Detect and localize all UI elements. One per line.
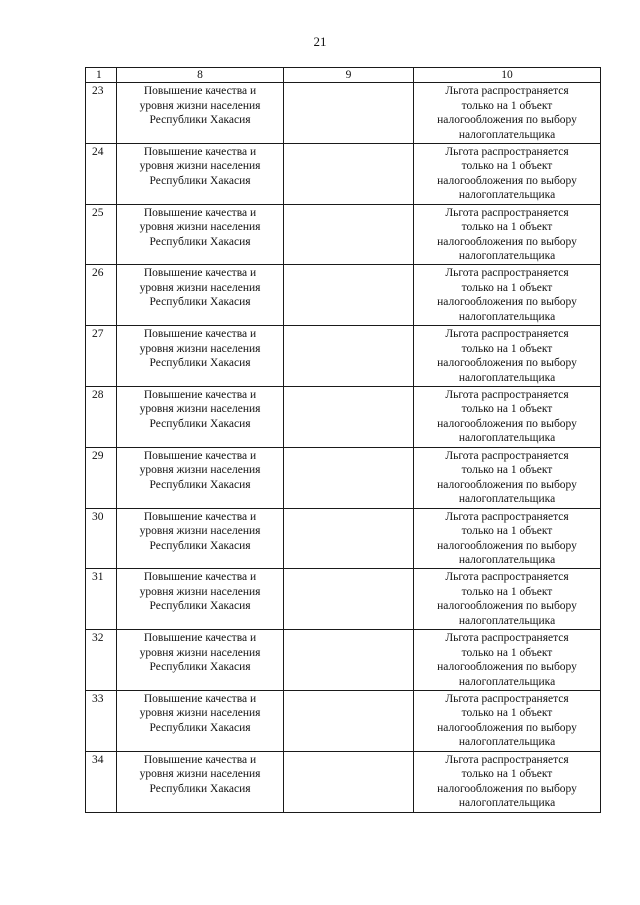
note-text: Льгота распространяется только на 1 объект налогообложения по выбору налогоплательщика xyxy=(437,267,577,323)
table-body xyxy=(86,83,601,813)
column-header-9: 9 xyxy=(284,68,414,83)
note-cell xyxy=(414,326,601,387)
purpose-cell xyxy=(117,326,284,387)
column-header-1: 1 xyxy=(86,68,117,83)
table-row xyxy=(86,508,601,569)
column-number-header-row xyxy=(86,68,601,83)
note-cell xyxy=(414,386,601,447)
column-9-cell xyxy=(284,447,414,508)
purpose-text: Повышение качества и уровня жизни населения Республики Хакасия xyxy=(139,571,261,613)
purpose-cell xyxy=(117,265,284,326)
purpose-cell xyxy=(117,569,284,630)
column-9-cell xyxy=(284,265,414,326)
note-text: Льгота распространяется только на 1 объект налогообложения по выбору налогоплательщика xyxy=(437,388,577,445)
table-row xyxy=(86,326,601,387)
note-cell xyxy=(414,83,601,144)
note-cell xyxy=(414,204,601,265)
row-number-cell: 24 xyxy=(86,143,117,204)
purpose-cell xyxy=(117,83,284,144)
row-number-cell: 34 xyxy=(86,751,117,812)
note-cell xyxy=(414,508,601,569)
row-number-cell: 25 xyxy=(86,204,117,265)
row-number-cell: 32 xyxy=(86,630,117,691)
row-number-cell: 27 xyxy=(86,326,117,387)
column-header-10: 10 xyxy=(414,68,601,83)
table-row xyxy=(86,204,601,265)
row-number-cell: 30 xyxy=(86,508,117,569)
note-text: Льгота распространяется только на 1 объект налогообложения по выбору налогоплательщика xyxy=(437,449,577,506)
note-cell xyxy=(414,630,601,691)
note-text: Льгота распространяется только на 1 объект налогообложения по выбору налогоплательщика xyxy=(437,145,577,202)
purpose-cell xyxy=(117,386,284,447)
column-9-cell xyxy=(284,326,414,387)
purpose-text: Повышение качества и уровня жизни населения Республики Хакасия xyxy=(139,449,261,491)
purpose-text: Повышение качества и уровня жизни населения Республики Хакасия xyxy=(139,267,261,309)
purpose-cell xyxy=(117,204,284,265)
column-9-cell xyxy=(284,751,414,812)
purpose-text: Повышение качества и уровня жизни населения Республики Хакасия xyxy=(139,632,261,674)
table-row xyxy=(86,83,601,144)
row-number-cell: 26 xyxy=(86,265,117,326)
row-number-cell: 28 xyxy=(86,386,117,447)
purpose-text: Повышение качества и уровня жизни населения Республики Хакасия xyxy=(139,145,261,187)
note-cell xyxy=(414,447,601,508)
column-9-cell xyxy=(284,83,414,144)
column-header-8: 8 xyxy=(117,68,284,83)
note-text: Льгота распространяется только на 1 объект налогообложения по выбору налогоплательщика xyxy=(437,206,577,263)
purpose-cell xyxy=(117,751,284,812)
purpose-text: Повышение качества и уровня жизни населения Республики Хакасия xyxy=(139,328,261,370)
page-number: 21 xyxy=(313,34,327,49)
note-text: Льгота распространяется только на 1 объект налогообложения по выбору налогоплательщика xyxy=(437,85,577,141)
purpose-text: Повышение качества и уровня жизни населения Республики Хакасия xyxy=(139,206,261,248)
purpose-text: Повышение качества и уровня жизни населения Республики Хакасия xyxy=(139,753,261,795)
column-9-cell xyxy=(284,386,414,447)
column-9-cell xyxy=(284,143,414,204)
note-text: Льгота распространяется только на 1 объект налогообложения по выбору налогоплательщика xyxy=(437,571,577,627)
column-9-cell xyxy=(284,204,414,265)
row-number-cell: 29 xyxy=(86,447,117,508)
purpose-cell xyxy=(117,447,284,508)
table-row xyxy=(86,690,601,751)
note-cell xyxy=(414,690,601,751)
note-text: Льгота распространяется только на 1 объект налогообложения по выбору налогоплательщика xyxy=(437,632,577,688)
table-row xyxy=(86,143,601,204)
table-row xyxy=(86,630,601,691)
table-row xyxy=(86,569,601,630)
purpose-text: Повышение качества и уровня жизни населения Республики Хакасия xyxy=(139,692,261,734)
note-cell xyxy=(414,569,601,630)
column-9-cell xyxy=(284,508,414,569)
row-number-cell: 31 xyxy=(86,569,117,630)
purpose-text: Повышение качества и уровня жизни населения Республики Хакасия xyxy=(139,85,261,126)
tax-benefits-table xyxy=(85,67,601,813)
purpose-cell xyxy=(117,143,284,204)
note-cell xyxy=(414,265,601,326)
table-row xyxy=(86,751,601,812)
purpose-cell xyxy=(117,630,284,691)
note-cell xyxy=(414,751,601,812)
table-row xyxy=(86,265,601,326)
note-text: Льгота распространяется только на 1 объект налогообложения по выбору налогоплательщика xyxy=(437,753,577,810)
note-cell xyxy=(414,143,601,204)
table-row xyxy=(86,447,601,508)
note-text: Льгота распространяется только на 1 объект налогообложения по выбору налогоплательщика xyxy=(437,328,577,384)
row-number-cell: 33 xyxy=(86,690,117,751)
purpose-cell xyxy=(117,690,284,751)
note-text: Льгота распространяется только на 1 объект налогообложения по выбору налогоплательщика xyxy=(437,692,577,749)
column-9-cell xyxy=(284,630,414,691)
purpose-text: Повышение качества и уровня жизни населения Республики Хакасия xyxy=(139,510,261,552)
table-row xyxy=(86,386,601,447)
purpose-text: Повышение качества и уровня жизни населения Республики Хакасия xyxy=(139,388,261,430)
note-text: Льгота распространяется только на 1 объект налогообложения по выбору налогоплательщика xyxy=(437,510,577,567)
column-9-cell xyxy=(284,569,414,630)
column-9-cell xyxy=(284,690,414,751)
purpose-cell xyxy=(117,508,284,569)
row-number-cell: 23 xyxy=(86,83,117,144)
